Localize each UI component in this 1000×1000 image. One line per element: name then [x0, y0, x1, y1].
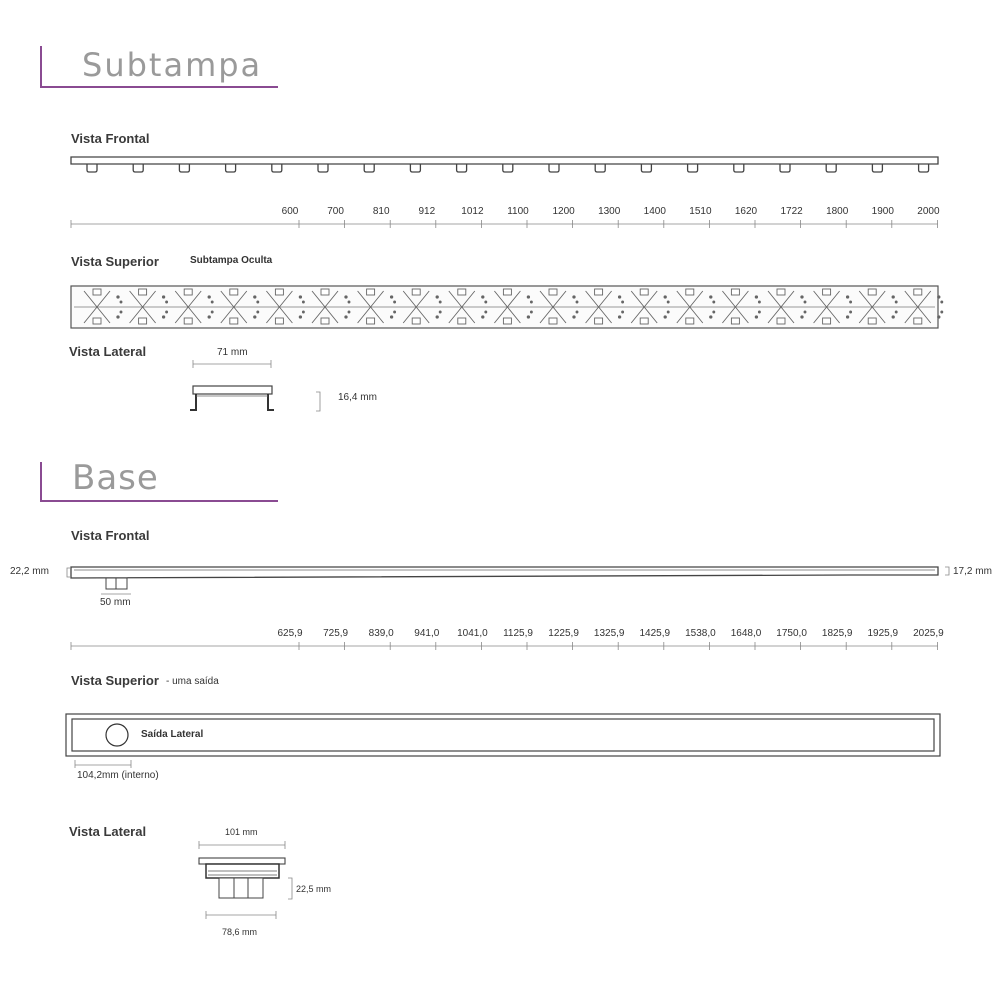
base-vista-lateral-label: Vista Lateral — [69, 824, 147, 839]
subtampa-length-tick-label: 1012 — [461, 206, 484, 217]
base-vista-superior-label: Vista Superior — [71, 673, 159, 688]
base-length-tick-label: 839,0 — [368, 628, 394, 639]
base-side-height: 22,5 mm — [296, 884, 332, 894]
base-length-tick-label: 1925,9 — [867, 628, 899, 639]
base-height-left: 22,2 mm — [10, 566, 49, 577]
subtampa-length-tick-label: 700 — [327, 206, 344, 217]
base-height-right: 17,2 mm — [953, 566, 992, 577]
subtampa-vista-superior-label: Vista Superior — [71, 254, 159, 269]
subtampa-length-tick-label: 1620 — [734, 206, 758, 217]
base-length-tick-label: 2025,9 — [913, 628, 944, 639]
subtampa-length-tick-label: 912 — [418, 206, 436, 217]
subtampa-oculta-note: Subtampa Oculta — [190, 255, 273, 266]
base-outlet-width: 50 mm — [100, 597, 131, 608]
subtampa-length-tick-label: 810 — [372, 206, 390, 217]
base-length-tick-label: 1425,9 — [639, 628, 671, 639]
base-vista-frontal-label: Vista Frontal — [71, 528, 150, 543]
base-length-tick-label: 1125,9 — [503, 628, 533, 639]
subtampa-length-tick-label: 1900 — [871, 206, 894, 217]
base-length-tick-label: 1825,9 — [821, 628, 853, 639]
base-length-tick-label: 1750,0 — [776, 628, 807, 639]
base-saida-lateral: Saída Lateral — [141, 729, 204, 740]
section-title-subtampa-text: Subtampa — [82, 46, 263, 84]
subtampa-length-tick-label: 1400 — [643, 206, 666, 217]
subtampa-length-tick-label: 1100 — [507, 206, 529, 217]
subtampa-length-tick-label: 600 — [281, 206, 299, 217]
base-length-tick-label: 1538,0 — [685, 628, 716, 639]
base-superior-note: - uma saída — [166, 676, 219, 687]
base-length-tick-label: 1325,9 — [593, 628, 625, 639]
subtampa-length-tick-label: 1300 — [598, 206, 621, 217]
subtampa-length-tick-label: 1800 — [826, 206, 849, 217]
base-length-tick-label: 725,9 — [323, 628, 349, 639]
base-length-tick-label: 1041,0 — [457, 628, 488, 639]
base-side-top-width: 101 mm — [225, 827, 258, 837]
base-length-tick-label: 1648,0 — [730, 628, 762, 639]
subtampa-length-tick-label: 1722 — [780, 206, 803, 217]
base-length-tick-label: 625,9 — [277, 628, 303, 639]
subtampa-length-tick-label: 2000 — [917, 206, 940, 217]
subtampa-length-tick-label: 1510 — [689, 206, 712, 217]
subtampa-length-tick-label: 1200 — [552, 206, 575, 217]
base-length-tick-label: 941,0 — [414, 628, 440, 639]
section-title-base-text: Base — [72, 458, 159, 498]
subtampa-vista-frontal-label: Vista Frontal — [71, 131, 150, 146]
base-outlet-dimension: 104,2mm (interno) — [77, 770, 159, 781]
subtampa-vista-lateral-label: Vista Lateral — [69, 344, 147, 359]
base-length-tick-label: 1225,9 — [548, 628, 579, 639]
subtampa-side-height: 16,4 mm — [338, 392, 377, 403]
subtampa-side-width: 71 mm — [217, 347, 248, 358]
base-side-bottom-width: 78,6 mm — [222, 927, 258, 937]
